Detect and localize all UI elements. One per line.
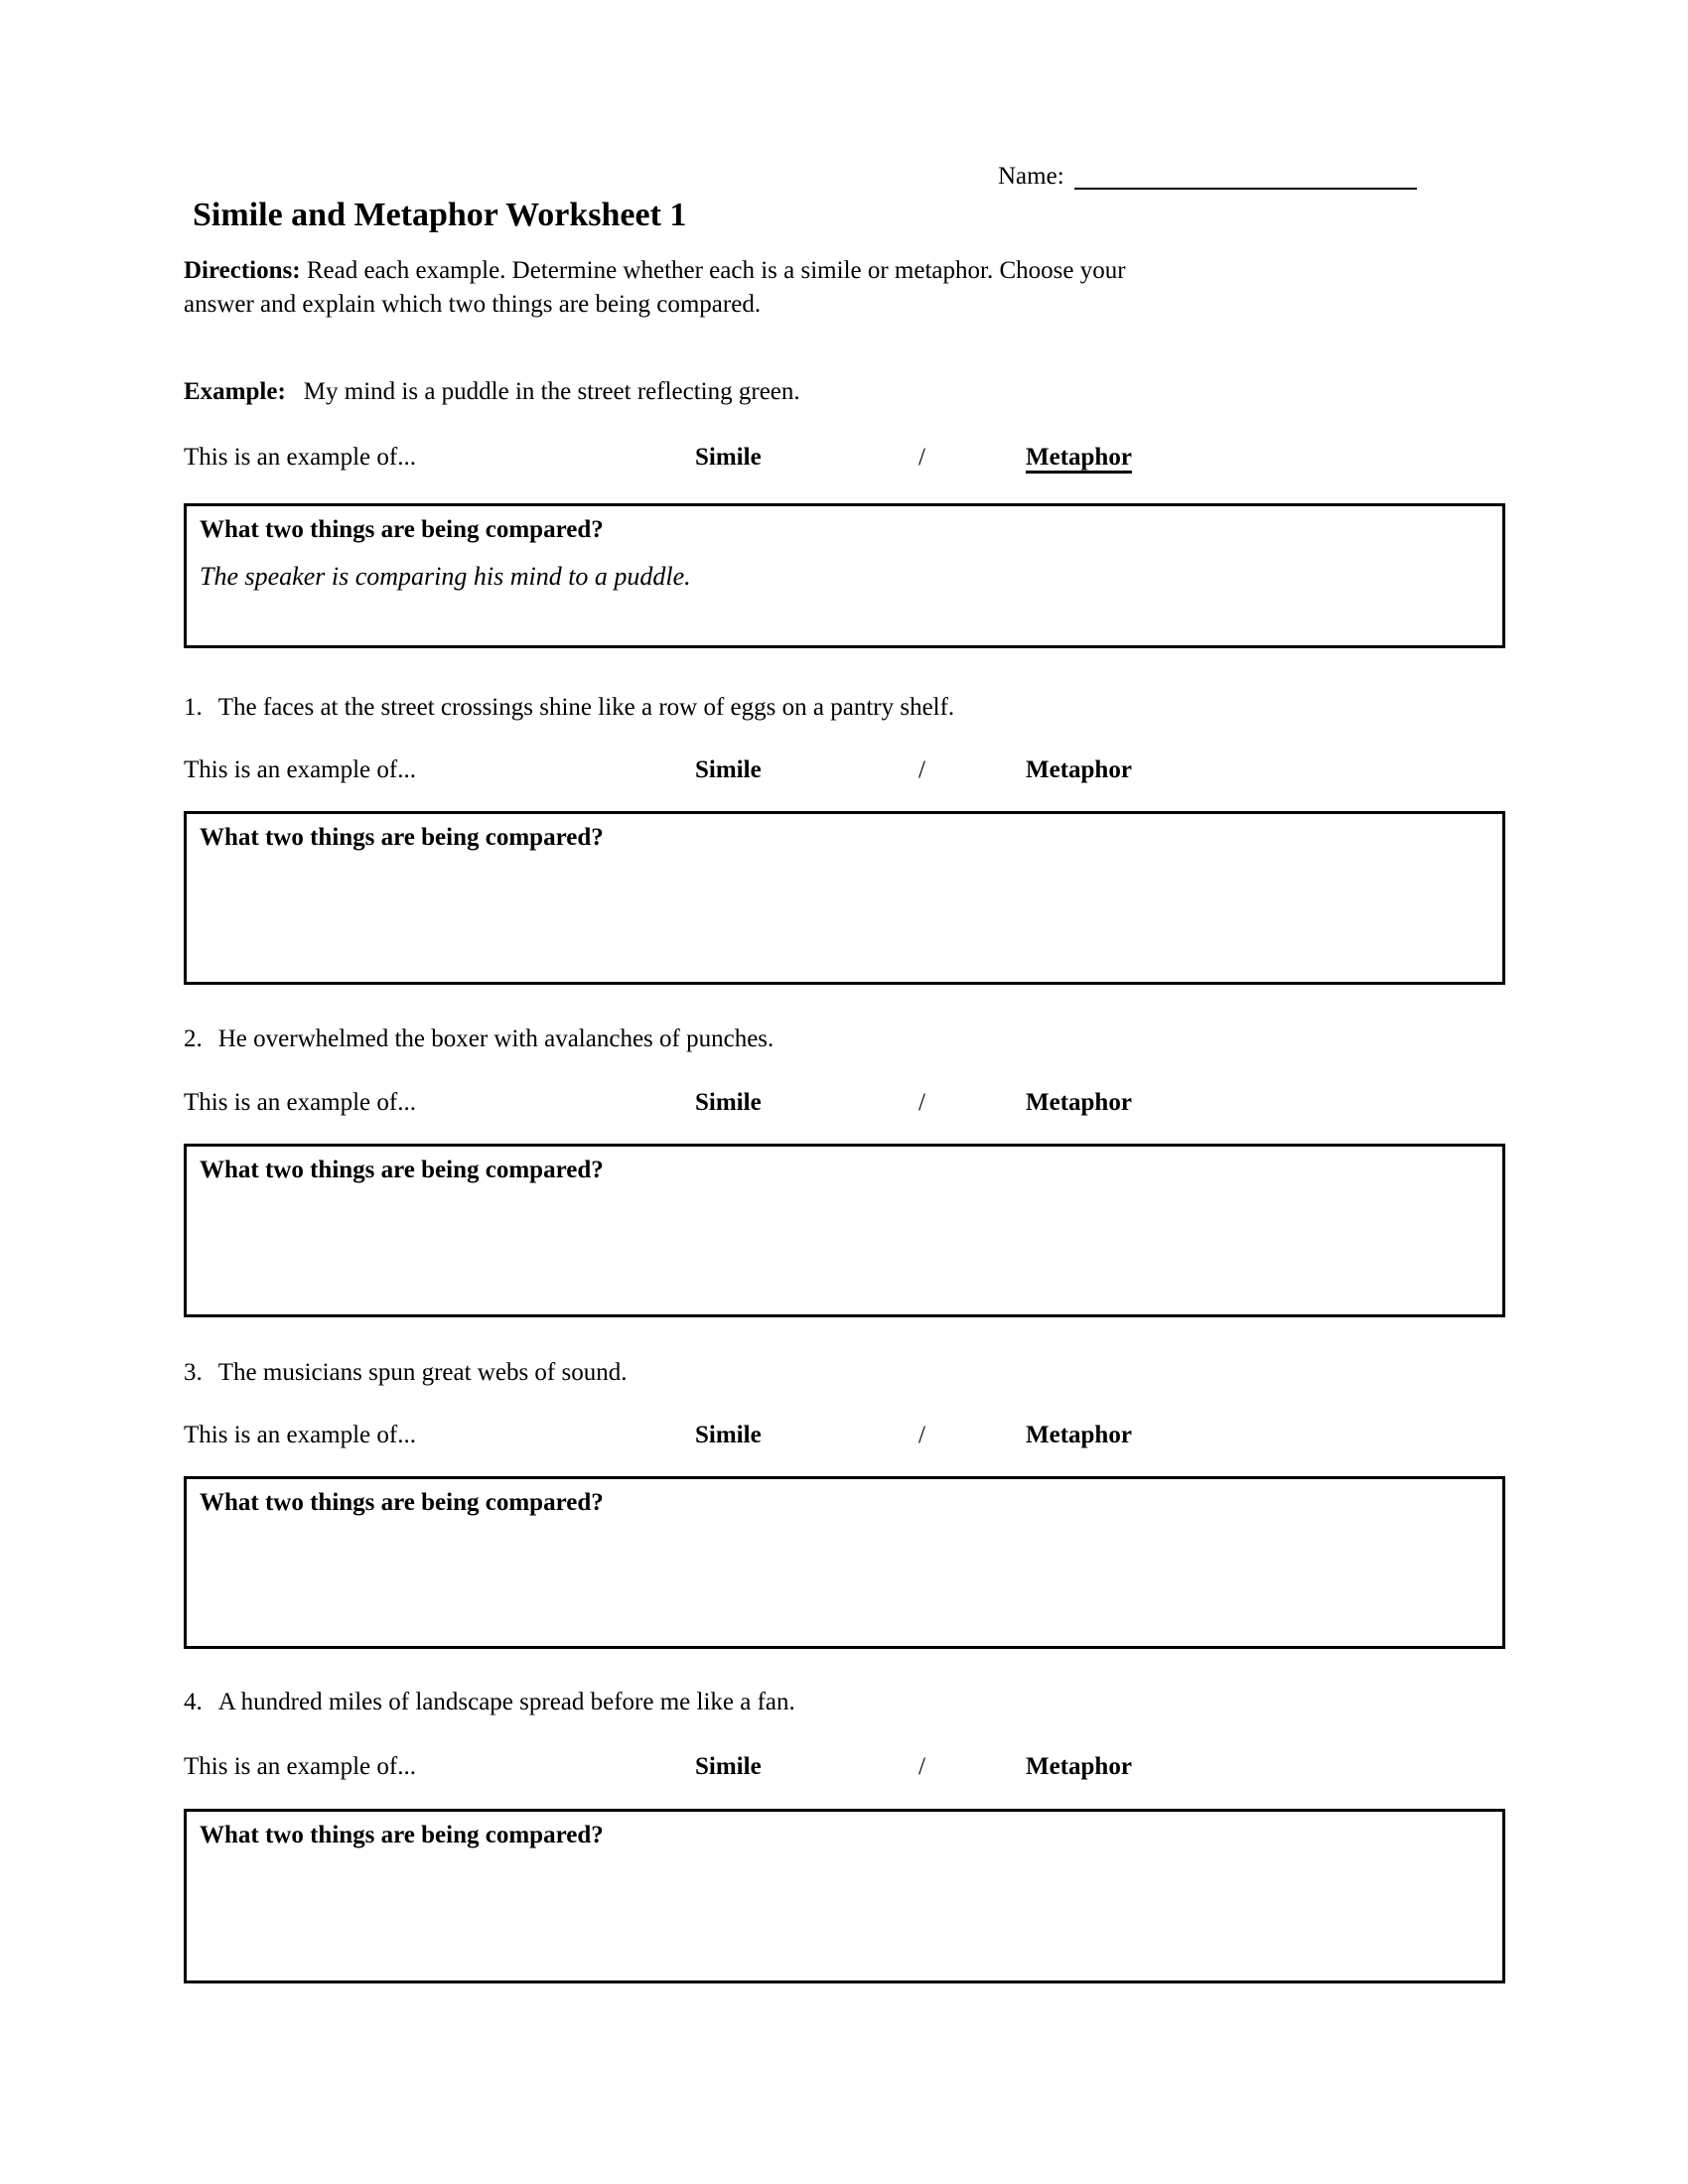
simile-option[interactable]: Simile [695,1753,762,1780]
page-title: Simile and Metaphor Worksheet 1 [193,197,687,233]
name-input-line[interactable] [1074,162,1417,190]
question-2-answer-box[interactable] [184,1144,1505,1317]
lead-in-text: This is an example of... [184,444,416,471]
example-label: Example: [184,378,286,405]
slash-separator: / [918,1753,925,1780]
lead-in-text: This is an example of... [184,1422,416,1448]
box-header: What two things are being compared? [200,1822,604,1848]
question-4-answer-box[interactable] [184,1809,1505,1983]
example-answer-box [184,503,1505,648]
question-4-choice-row [184,1753,1505,1787]
question-3-choice-row [184,1422,1505,1455]
question-3-answer-box[interactable] [184,1476,1505,1649]
question-text: A hundred miles of landscape spread before me like a fan. [217,1689,795,1715]
name-label: Name: [998,163,1064,190]
lead-in-text: This is an example of... [184,1753,416,1780]
question-2-sentence [184,1025,774,1053]
slash-separator: / [918,1089,925,1116]
lead-in-text: This is an example of... [184,756,416,783]
slash-separator: / [918,1422,925,1448]
question-text: The musicians spun great webs of sound. [217,1359,628,1386]
metaphor-option-selected: Metaphor [1026,444,1132,471]
example-sentence [184,378,800,406]
simile-option[interactable]: Simile [695,1089,762,1116]
metaphor-option[interactable]: Metaphor [1026,1089,1132,1116]
question-number: 1. [184,694,203,721]
question-1-choice-row [184,756,1505,790]
question-text: The faces at the street crossings shine like a row of eggs on a pantry shelf. [217,694,955,721]
metaphor-option[interactable]: Metaphor [1026,1422,1132,1448]
question-2-choice-row [184,1089,1505,1123]
box-header: What two things are being compared? [200,824,604,851]
question-text: He overwhelmed the boxer with avalanches of punches. [217,1025,774,1052]
simile-option: Simile [695,444,762,471]
simile-option[interactable]: Simile [695,1422,762,1448]
question-number: 2. [184,1025,203,1052]
example-choice-row [184,444,1505,478]
directions-text-line2: answer and explain which two things are being compared. [184,291,762,318]
name-row [998,162,1417,191]
question-number: 3. [184,1359,203,1386]
box-header: What two things are being compared? [200,1489,604,1516]
directions-label: Directions: [184,257,301,284]
question-1-answer-box[interactable] [184,811,1505,985]
directions [184,254,1524,322]
box-header: What two things are being compared? [200,516,604,543]
directions-text-line1: Read each example. Determine whether each is a simile or metaphor. Choose your [306,257,1126,284]
simile-option[interactable]: Simile [695,756,762,783]
slash-separator: / [918,444,925,471]
question-number: 4. [184,1689,203,1715]
example-answer-text: The speaker is comparing his mind to a puddle. [200,562,691,591]
example-sentence-text: My mind is a puddle in the street reflecting green. [303,378,800,405]
metaphor-option[interactable]: Metaphor [1026,756,1132,783]
lead-in-text: This is an example of... [184,1089,416,1116]
slash-separator: / [918,756,925,783]
question-4-sentence [184,1689,795,1716]
box-header: What two things are being compared? [200,1157,604,1183]
metaphor-option[interactable]: Metaphor [1026,1753,1132,1780]
question-1-sentence [184,694,954,722]
question-3-sentence [184,1359,627,1387]
